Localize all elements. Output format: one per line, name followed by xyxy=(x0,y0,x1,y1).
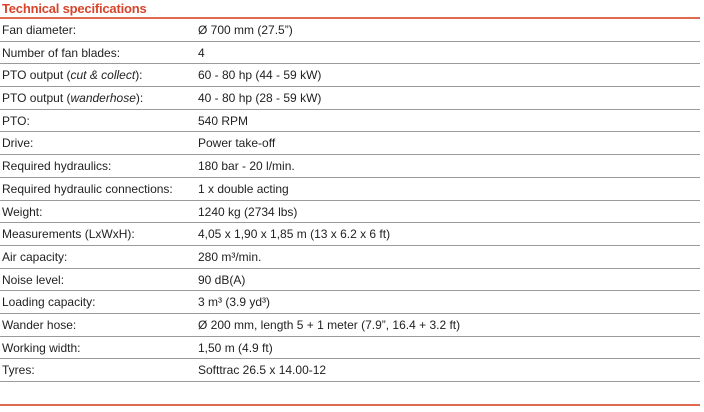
spec-value: Softtrac 26.5 x 14.00-12 xyxy=(198,363,327,378)
spec-row xyxy=(0,178,700,201)
spec-label: Weight: xyxy=(2,204,43,219)
spec-row xyxy=(0,19,700,42)
spec-value: 1,50 m (4.9 ft) xyxy=(198,340,273,355)
spec-label: Fan diameter: xyxy=(2,23,77,37)
spec-value: Ø 200 mm, length 5 + 1 meter (7.9”, 16.4 + 3.2 ft) xyxy=(198,317,461,332)
spec-label: Noise level: xyxy=(2,272,65,287)
spec-row xyxy=(0,359,700,382)
spec-label: Tyres: xyxy=(2,363,35,378)
spec-row xyxy=(0,291,700,314)
spec-row xyxy=(0,246,700,269)
spec-row xyxy=(0,42,700,65)
spec-label: Loading capacity: xyxy=(2,295,96,310)
spec-row xyxy=(0,337,700,360)
spec-label: Number of fan blades: xyxy=(2,45,121,60)
spec-label: Required hydraulics: xyxy=(2,159,112,174)
spec-value: 1 x double acting xyxy=(198,181,289,196)
spec-value: Power take-off xyxy=(198,136,276,151)
spec-row xyxy=(0,314,700,337)
spec-row xyxy=(0,155,700,178)
spec-row xyxy=(0,87,700,110)
spec-value: 280 m³/min. xyxy=(198,249,262,264)
spec-value: 4,05 x 1,90 x 1,85 m (13 x 6.2 x 6 ft) xyxy=(198,227,391,242)
spec-value: 90 dB(A) xyxy=(198,272,246,287)
spec-label: Air capacity: xyxy=(2,249,68,264)
spec-row xyxy=(0,201,700,224)
spec-value: Ø 700 mm (27.5”) xyxy=(198,23,293,37)
spec-label: Wander hose: xyxy=(2,317,77,332)
spec-label: Measurements (LxWxH): xyxy=(2,227,135,242)
spec-label: PTO output (cut & collect): xyxy=(2,68,143,83)
spec-value: 1240 kg (2734 lbs) xyxy=(198,204,298,219)
spec-value: 540 RPM xyxy=(198,113,249,128)
spec-label: PTO output (wanderhose): xyxy=(2,91,144,106)
spec-value: 40 - 80 hp (28 - 59 kW) xyxy=(198,91,322,106)
page-title: Technical specifications xyxy=(2,1,147,16)
spec-row xyxy=(0,223,700,246)
spec-label: Drive: xyxy=(2,136,34,151)
spec-row xyxy=(0,110,700,133)
spec-table xyxy=(0,19,700,382)
spec-value: 4 xyxy=(198,45,205,60)
spec-row xyxy=(0,64,700,87)
spec-label: Working width: xyxy=(2,340,81,355)
bottom-divider xyxy=(0,404,700,406)
spec-row xyxy=(0,269,700,292)
spec-value: 180 bar - 20 l/min. xyxy=(198,159,295,174)
spec-value: 3 m³ (3.9 yd³) xyxy=(198,295,271,310)
spec-label: Required hydraulic connections: xyxy=(2,181,173,196)
spec-value: 60 - 80 hp (44 - 59 kW) xyxy=(198,68,322,83)
spec-label: PTO: xyxy=(2,113,30,128)
spec-row xyxy=(0,132,700,155)
